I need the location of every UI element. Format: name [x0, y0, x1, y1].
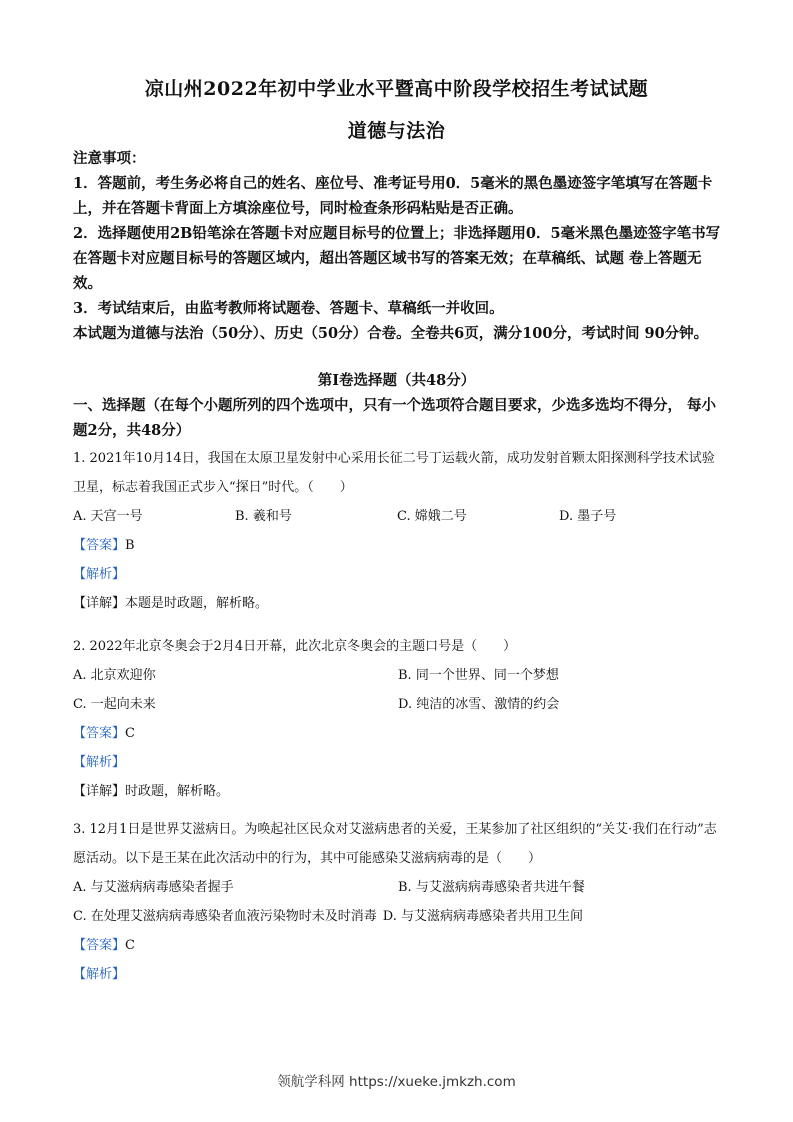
- answer-label: 【答案】: [73, 538, 126, 553]
- detail-line: [73, 589, 723, 618]
- option-c: C. 在处理艾滋病病毒感染者血液污染物时未及时消毒: [73, 909, 377, 924]
- analysis-line: [73, 560, 723, 589]
- answer-line: [73, 719, 723, 748]
- answer-value: B: [125, 538, 135, 553]
- answer-value: C: [125, 938, 135, 953]
- answer-line: [73, 531, 723, 560]
- question-options: [73, 873, 723, 902]
- note-item-1: 1．答题前，考生务必将自己的姓名、座位号、准考证号用0．5毫米的黑色墨迹签字笔填写在答题卡上，并在答题卡背面上方填涂座位号，同时检查条形码粘贴是否正确。: [73, 175, 713, 217]
- question-stem: 1. 2021年10月14日，我国在太原卫星发射中心采用长征二号丁运载火箭，成功发射首颗太阳探测科学技术试验卫星，标志着我国正式步入“探日”时代。（ ）: [73, 451, 715, 495]
- answer-label: 【答案】: [73, 726, 126, 741]
- answer-value: C: [125, 726, 135, 741]
- option-d: D. 与艾滋病病毒感染者共用卫生间: [382, 909, 583, 924]
- question-options: [73, 502, 723, 531]
- question-3: [73, 815, 723, 989]
- detail-label: 【详解】: [73, 596, 126, 611]
- part-instructions: 一、选择题（在每个小题所列的四个选项中，只有一个选项符合题目要求，少选多选均不得分， 每小题2分，共48分）: [73, 397, 717, 439]
- page-footer: 领航学科网 https://xueke.jmkzh.com: [277, 1074, 516, 1090]
- note-item-3: 3．考试结束后，由监考教师将试题卷、答题卡、草稿纸一并收回。: [73, 300, 504, 317]
- option-d: D. 墨子号: [559, 509, 617, 524]
- question-options: [73, 690, 723, 719]
- notes-heading: 注意事项：: [73, 150, 146, 167]
- option-c: C. 一起向未来: [73, 697, 156, 712]
- question-options: [73, 661, 723, 690]
- analysis-label: 【解析】: [73, 755, 126, 770]
- option-a: A. 与艾滋病病毒感染者握手: [73, 880, 234, 895]
- section-title: 第I卷选择题（共48分）: [317, 372, 476, 389]
- question-options: [73, 902, 723, 931]
- question-stem: 2. 2022年北京冬奥会于2月4日开幕，此次北京冬奥会的主题口号是（ ）: [73, 639, 517, 654]
- detail-line: [73, 777, 723, 806]
- answer-line: [73, 931, 723, 960]
- analysis-label: 【解析】: [73, 567, 126, 582]
- analysis-label: 【解析】: [73, 967, 126, 982]
- note-item-2: 2．选择题使用2B铅笔涂在答题卡对应题目标号的位置上；非选择题用0．5毫米黑色墨迹签字笔书写在答题卡对应题目标号的答题区域内，超出答题区域书写的答案无效；在草稿纸、试题 卷上答题无效。: [73, 225, 721, 292]
- detail-text: 本题是时政题，解析略。: [125, 596, 269, 611]
- exam-subject: 道德与法治: [347, 120, 446, 142]
- option-b: B. 羲和号: [235, 509, 292, 524]
- detail-text: 时政题，解析略。: [125, 784, 230, 799]
- exam-notes: [73, 146, 723, 346]
- question-2: [73, 632, 723, 806]
- detail-label: 【详解】: [73, 784, 126, 799]
- option-a: A. 天宫一号: [73, 509, 143, 524]
- analysis-line: [73, 748, 723, 777]
- option-b: B. 与艾滋病病毒感染者共进午餐: [398, 880, 585, 895]
- analysis-line: [73, 960, 723, 989]
- exam-title: 凉山州2022年初中学业水平暨高中阶段学校招生考试试题: [144, 78, 649, 100]
- answer-label: 【答案】: [73, 938, 126, 953]
- option-b: B. 同一个世界、同一个梦想: [398, 668, 559, 683]
- notes-summary: 本试题为道德与法治（50分）、历史（50分）合卷。全卷共6页，满分100分，考试时间 90分钟。: [73, 325, 709, 342]
- question-stem: 3. 12月1日是世界艾滋病日。为唤起社区民众对艾滋病患者的关爱，王某参加了社区组织的“关艾·我们在行动”志愿活动。以下是王某在此次活动中的行为，其中可能感染艾滋病病毒的是（ ）: [73, 822, 717, 866]
- option-a: A. 北京欢迎你: [73, 668, 156, 683]
- option-c: C. 嫦娥二号: [397, 509, 467, 524]
- question-1: [73, 444, 723, 618]
- option-d: D. 纯洁的冰雪、激情的约会: [398, 697, 560, 712]
